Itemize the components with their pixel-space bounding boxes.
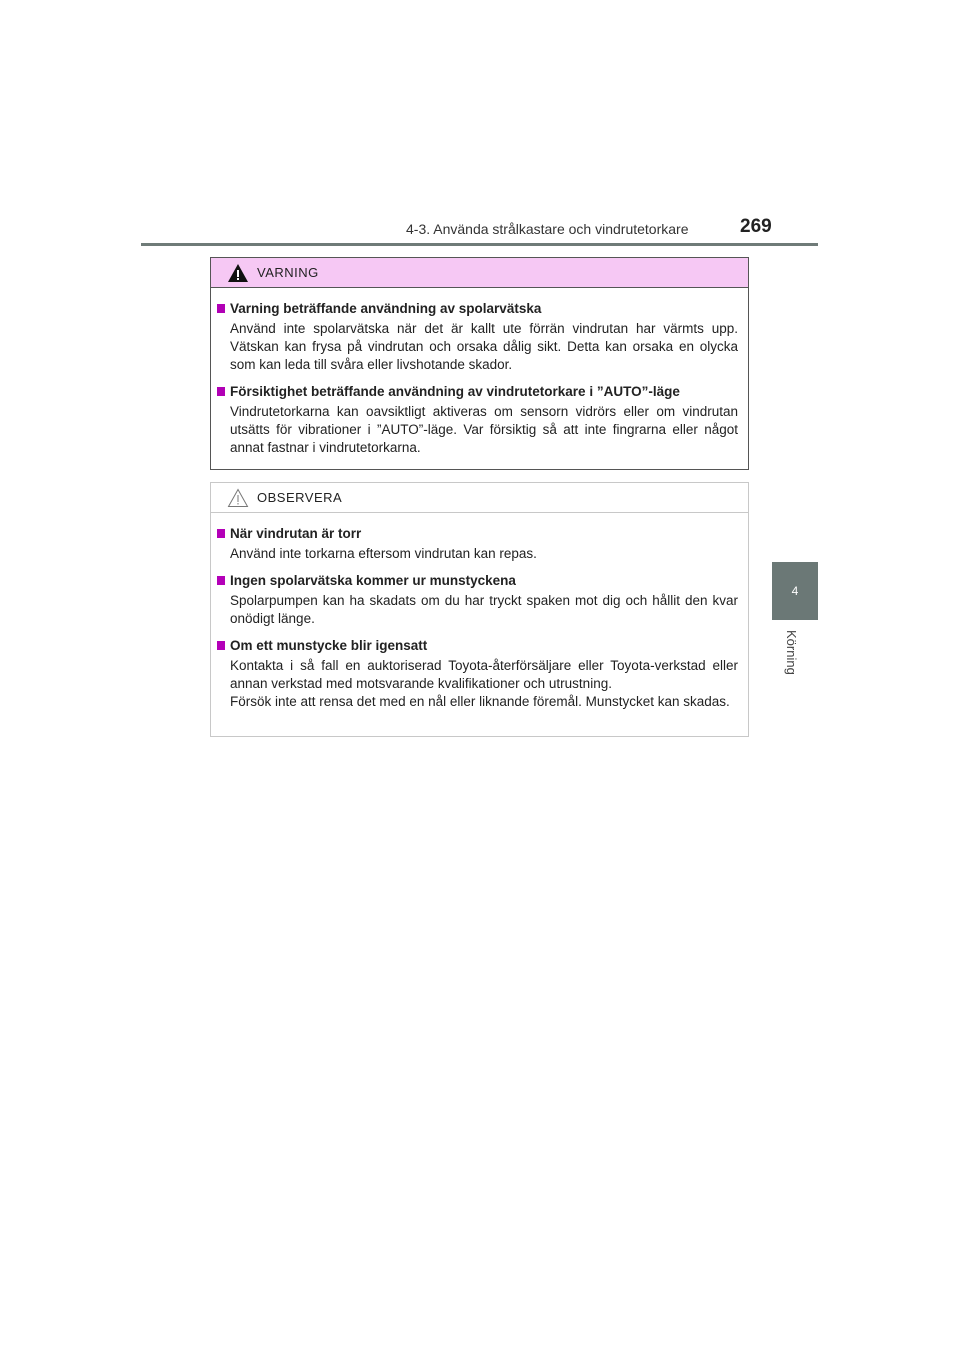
- bullet-square-icon: [217, 576, 225, 585]
- bullet-square-icon: [217, 529, 225, 538]
- warning-title: VARNING: [257, 265, 319, 280]
- caution-triangle-icon: [227, 488, 249, 508]
- section-title: 4-3. Använda strålkastare och vindrutetorkare: [406, 221, 689, 237]
- notice-item-title: Om ett munstycke blir igensatt: [230, 638, 428, 653]
- bullet-square-icon: [217, 387, 225, 396]
- chapter-label: Körning: [784, 630, 799, 675]
- notice-item: [217, 524, 738, 563]
- notice-item-title: Ingen spolarvätska kommer ur munstyckena: [230, 573, 516, 588]
- notice-item-text: Kontakta i så fall en auktoriserad Toyota-återförsäljare eller Toyota-verkstad eller annan verkstad med motsvarande kvalifikationer och utrustning.: [230, 658, 738, 691]
- warning-item-title: Försiktighet beträffande användning av vindrutetorkare i ”AUTO”-läge: [230, 384, 680, 399]
- warning-item: [217, 299, 738, 374]
- notice-item-title: När vindrutan är torr: [230, 526, 362, 541]
- warning-header: [211, 258, 748, 288]
- bullet-square-icon: [217, 304, 225, 313]
- warning-item: [217, 382, 738, 457]
- notice-title: OBSERVERA: [257, 490, 343, 505]
- warning-item-text: Vindrutetorkarna kan oavsiktligt aktiveras om sensorn vidrörs eller om vindrutan utsätts för vibrationer i ”AUTO”-läge. Var försiktig så att inte fingrarna eller något annat fastnar i vindrutetorkarna.: [230, 404, 738, 455]
- bullet-square-icon: [217, 641, 225, 650]
- warning-triangle-icon: [227, 263, 249, 283]
- notice-item: [217, 571, 738, 628]
- warning-item-text: Använd inte spolarvätska när det är kallt ute förrän vindrutan har värmts upp. Vätskan kan frysa på vindrutan och orsaka dålig sikt. Detta kan orsaka en olycka som kan leda till svåra eller livshotande skador.: [230, 321, 738, 372]
- warning-box: [210, 257, 749, 470]
- page-number: 269: [740, 216, 772, 237]
- notice-header: [211, 483, 748, 513]
- notice-item-text: Spolarpumpen kan ha skadats om du har tryckt spaken mot dig och hållit den kvar onödigt länge.: [230, 593, 738, 626]
- notice-box: [210, 482, 749, 737]
- notice-item: [217, 636, 738, 711]
- warning-item-title: Varning beträffande användning av spolarvätska: [230, 301, 542, 316]
- notice-item-text: Använd inte torkarna eftersom vindrutan kan repas.: [230, 546, 537, 561]
- header-divider: [141, 243, 818, 246]
- chapter-tab: 4: [772, 562, 818, 620]
- notice-item-text: Försök inte att rensa det med en nål eller liknande föremål. Munstycket kan skadas.: [230, 694, 730, 709]
